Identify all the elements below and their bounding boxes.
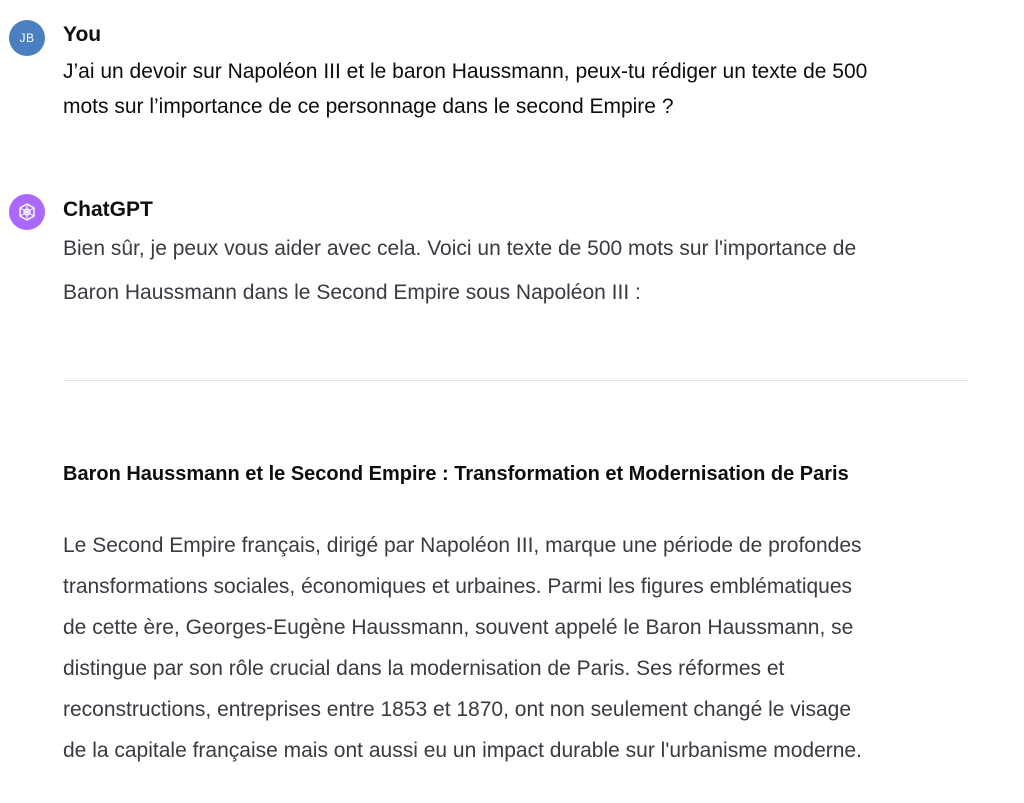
paragraph-line: de la capitale française mais ont aussi eu un impact durable sur l'urbanisme moderne. [63, 739, 862, 762]
user-avatar-initials: JB [19, 31, 35, 45]
openai-logo-icon [16, 201, 38, 223]
user-message-line: J’ai un devoir sur Napoléon III et le baron Haussmann, peux-tu rédiger un texte de 500 [63, 60, 868, 83]
user-message-line: mots sur l’importance de ce personnage dans le second Empire ? [63, 95, 674, 118]
paragraph-line: transformations sociales, économiques et urbaines. Parmi les figures emblématiques [63, 575, 853, 598]
paragraph-line: de cette ère, Georges-Eugène Haussmann, souvent appelé le Baron Haussmann, se [63, 616, 854, 639]
assistant-intro-line: Baron Haussmann dans le Second Empire sous Napoléon III : [63, 281, 641, 304]
paragraph-line: Le Second Empire français, dirigé par Napoléon III, marque une période de profondes [63, 534, 862, 557]
assistant-intro-line: Bien sûr, je peux vous aider avec cela. Voici un texte de 500 mots sur l'importance de [63, 237, 857, 260]
paragraph-line: distingue par son rôle crucial dans la modernisation de Paris. Ses réformes et [63, 657, 785, 680]
user-message-text [63, 54, 983, 124]
assistant-intro-text [63, 227, 983, 315]
user-avatar[interactable] [9, 20, 45, 56]
assistant-author-name: ChatGPT [63, 198, 153, 221]
user-author-name: You [63, 23, 102, 46]
assistant-avatar [9, 194, 45, 230]
paragraph-line: reconstructions, entreprises entre 1853 et 1870, ont non seulement changé le visage [63, 698, 852, 721]
response-heading: Baron Haussmann et le Second Empire : Transformation et Modernisation de Paris [63, 463, 849, 485]
horizontal-divider [63, 380, 968, 381]
response-paragraph [63, 525, 993, 771]
